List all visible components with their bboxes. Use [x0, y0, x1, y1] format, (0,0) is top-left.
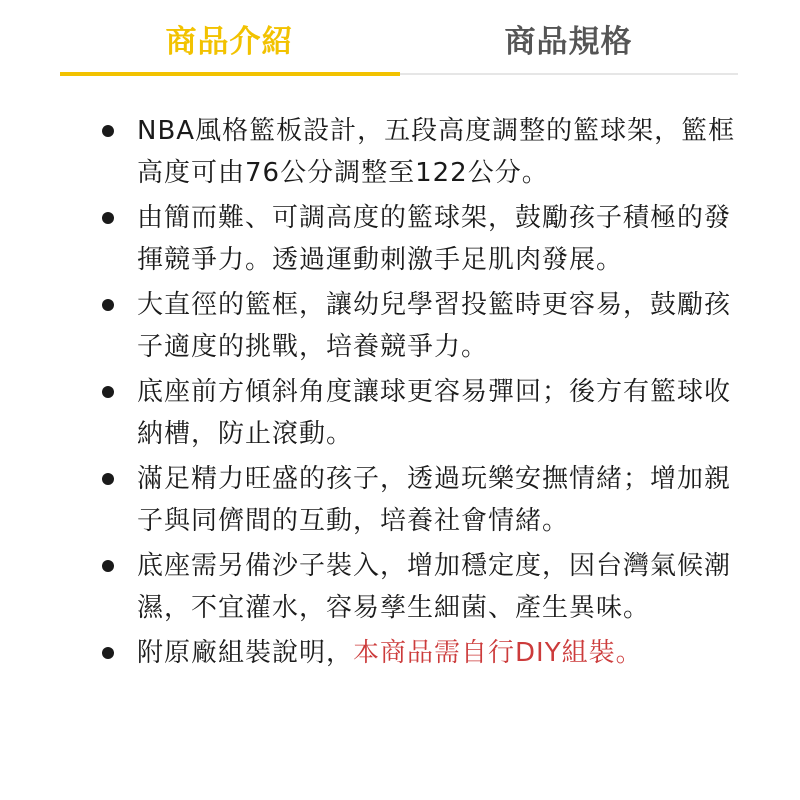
list-item	[100, 371, 740, 455]
bullet-icon	[102, 299, 114, 311]
list-item-text: 底座需另備沙子裝入，增加穩定度，因台灣氣候潮濕，不宜灌水，容易孳生細菌、產生異味。	[137, 551, 732, 623]
list-item-text: 大直徑的籃框，讓幼兒學習投籃時更容易，鼓勵孩子適度的挑戰，培養競爭力。	[137, 290, 732, 362]
list-item-text-suffix: 。	[615, 638, 643, 668]
active-tab-indicator	[60, 72, 400, 76]
feature-list	[100, 110, 740, 674]
product-description	[100, 110, 740, 677]
list-item-text: 底座前方傾斜角度讓球更容易彈回；後方有籃球收納槽，防止滾動。	[137, 377, 732, 449]
bullet-icon	[102, 212, 114, 224]
bullet-icon	[102, 560, 114, 572]
list-item-text: NBA風格籃板設計，五段高度調整的籃球架，籃框高度可由76公分調整至122公分。	[137, 116, 736, 188]
list-item	[100, 284, 740, 368]
list-item-text-prefix: 附原廠組裝說明，	[137, 638, 354, 668]
list-item	[100, 458, 740, 542]
tab-bar	[60, 0, 738, 76]
tab-product-intro[interactable]: 商品介紹	[165, 24, 294, 60]
list-item	[100, 545, 740, 629]
diy-assembly-notice: 本商品需自行DIY組裝	[353, 638, 616, 668]
bullet-icon	[102, 473, 114, 485]
list-item	[100, 632, 740, 674]
bullet-icon	[102, 125, 114, 137]
list-item	[100, 197, 740, 281]
list-item-text: 由簡而難、可調高度的籃球架，鼓勵孩子積極的發揮競爭力。透過運動刺激手足肌肉發展。	[137, 203, 732, 275]
bullet-icon	[102, 386, 114, 398]
bullet-icon	[102, 647, 114, 659]
list-item	[100, 110, 740, 194]
tab-product-spec[interactable]: 商品規格	[504, 24, 633, 60]
list-item-text: 滿足精力旺盛的孩子，透過玩樂安撫情緒；增加親子與同儕間的互動，培養社會情緒。	[137, 464, 732, 536]
